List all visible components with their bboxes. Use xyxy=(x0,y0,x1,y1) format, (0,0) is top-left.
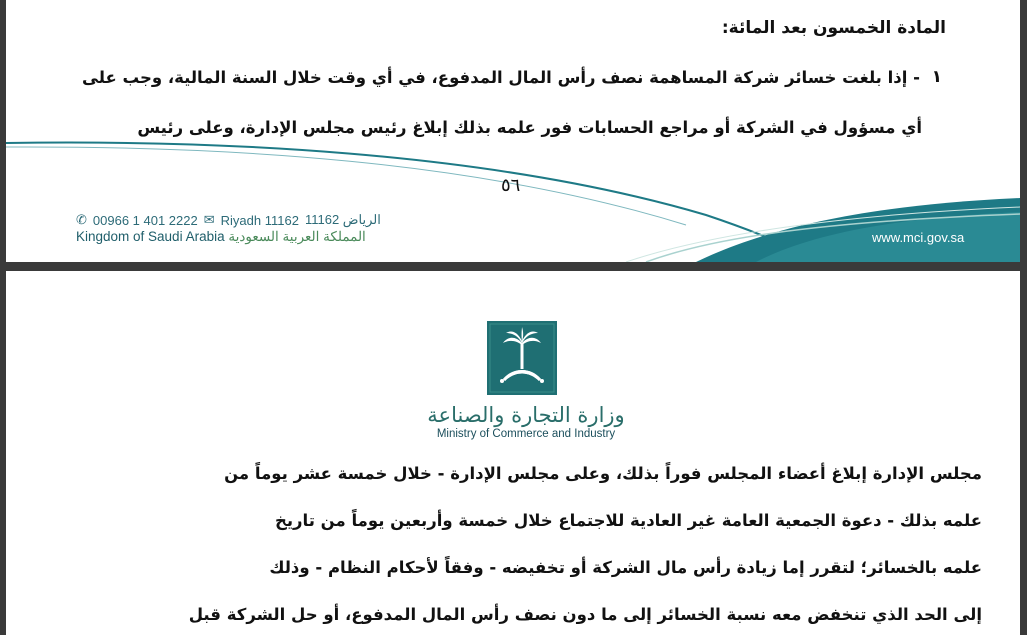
paragraph-line: إلى الحد الذي تنخفض معه نسبة الخسائر إلى ما دون نصف رأس المال المدفوع، أو حل الشركة قبل xyxy=(188,605,982,624)
paragraph-line-2: أي مسؤول في الشركة أو مراجع الحسابات فور علمه بذلك إبلاغ رئيس مجلس الإدارة، وعلى رئيس xyxy=(137,118,922,137)
page-number: ٥٦ xyxy=(501,175,521,196)
footer-website[interactable]: www.mci.gov.sa xyxy=(872,230,965,245)
phone-number: 00966 1 401 2222 xyxy=(92,212,198,228)
ministry-name-en: Ministry of Commerce and Industry xyxy=(436,428,616,440)
paragraph-line-1: - إذا بلغت خسائر شركة المساهمة نصف رأس المال المدفوع، في أي وقت خلال السنة المالية، وجب على xyxy=(82,68,920,87)
paragraph-line: علمه بالخسائر؛ لتقرر إما زيادة رأس مال الشركة أو تخفيضه - وفقاً لأحكام النظام - وذلك xyxy=(269,558,982,577)
article-heading: المادة الخمسون بعد المائة: xyxy=(721,18,946,38)
kingdom-ar: المملكة العربية السعودية xyxy=(228,229,366,244)
contact-city: Riyadh 11162 xyxy=(220,212,299,228)
page-gap xyxy=(0,262,1027,271)
paragraph-line: علمه بذلك - دعوة الجمعية العامة غير العادية للاجتماع خلال خمسة وأربعين يوماً من تاريخ xyxy=(274,511,982,530)
contact-city-ar: الرياض 11162 xyxy=(304,212,381,227)
paragraph-line: مجلس الإدارة إبلاغ أعضاء المجلس فوراً بذلك، وعلى مجلس الإدارة - خلال خمسة عشر يوماً من xyxy=(224,464,982,483)
ministry-name-ar: وزارة التجارة والصناعة xyxy=(427,403,625,427)
kingdom-en: Kingdom of Saudi Arabia xyxy=(76,229,225,244)
ministry-logo xyxy=(487,321,557,399)
footer-kingdom xyxy=(76,229,366,245)
footer-contact xyxy=(76,212,381,228)
envelope-icon: ✉ xyxy=(203,212,215,227)
document-page-bottom xyxy=(6,271,1020,635)
item-number: ١ xyxy=(931,67,942,87)
phone-icon: ✆ xyxy=(76,212,87,227)
document-page-top xyxy=(6,0,1020,262)
